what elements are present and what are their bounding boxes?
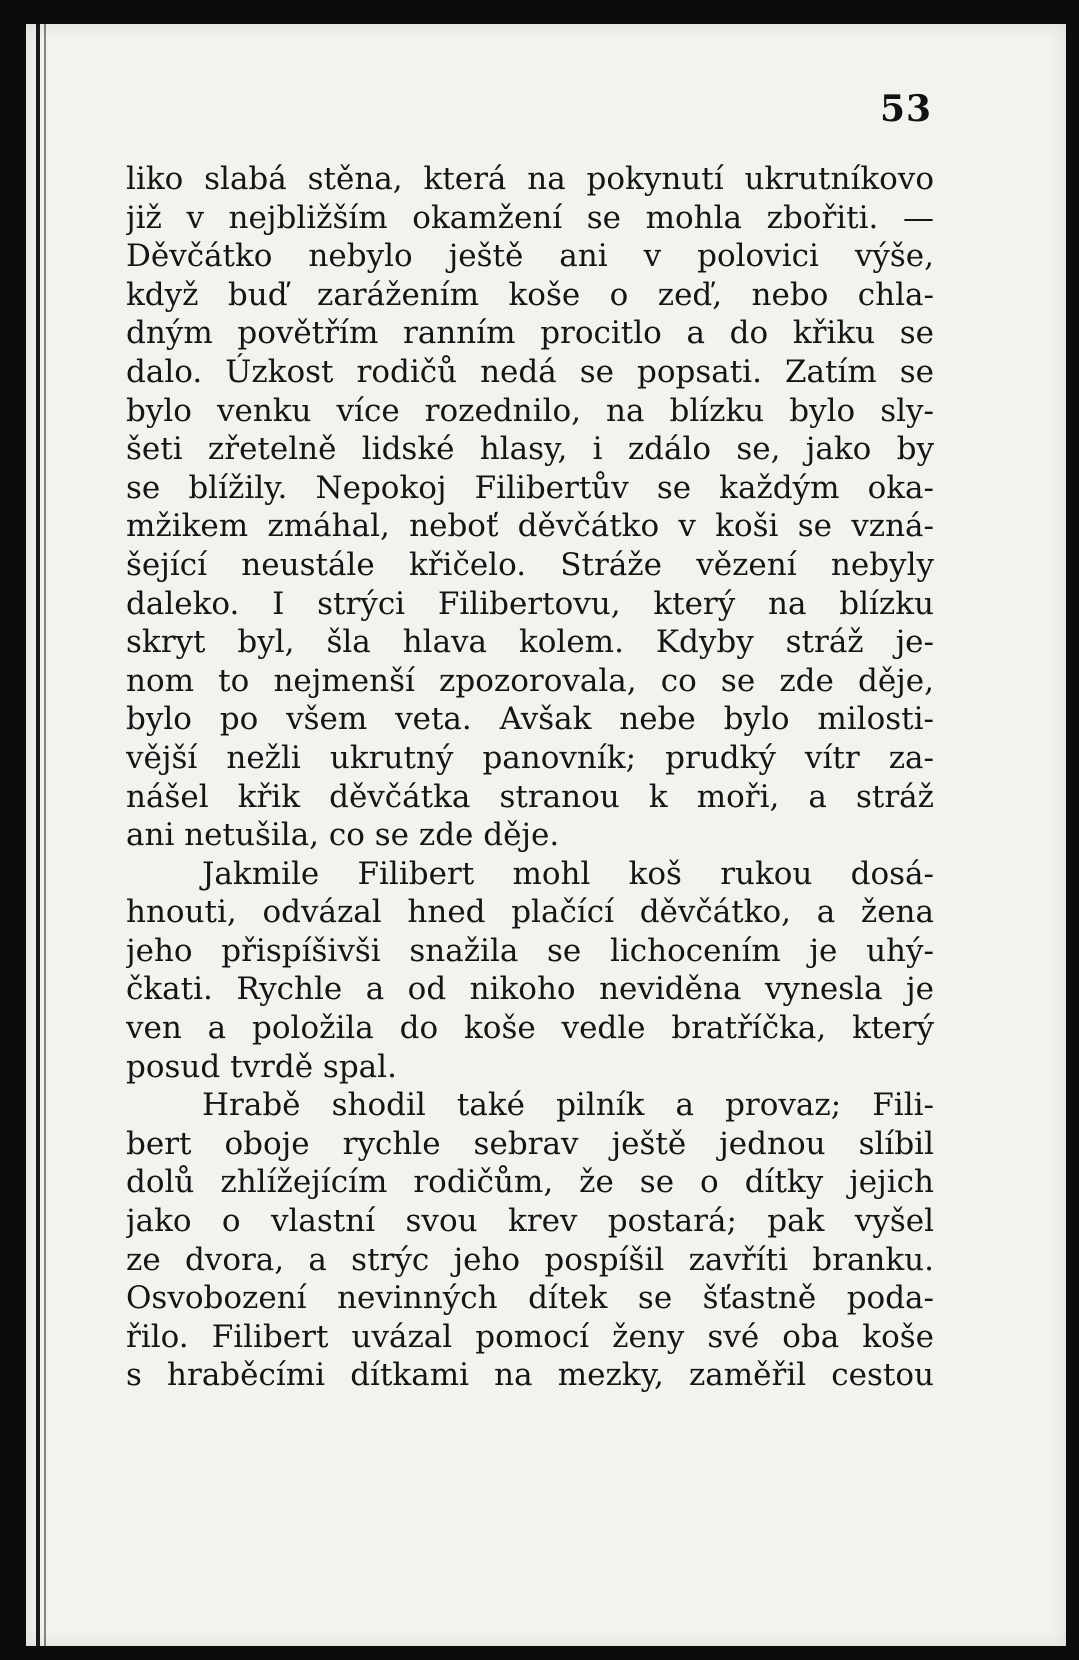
text-line: ze dvora, a strýc jeho pospíšil zavříti branku. [126, 1241, 934, 1278]
text-line: hnouti, odvázal hned plačící děvčátko, a žena [126, 894, 934, 931]
text-line: bylo venku více rozednilo, na blízku bylo sly- [126, 392, 934, 429]
text-line: Děvčátko nebylo ještě ani v polovici výše, [126, 238, 934, 275]
page-binding-edge [36, 24, 40, 1646]
text-line: bylo po všem veta. Avšak nebe bylo milosti- [126, 701, 934, 738]
text-line: ani netušila, co se zde děje. [126, 817, 560, 854]
text-line: skryt byl, šla hlava kolem. Kdyby stráž je- [126, 624, 934, 661]
text-line: Osvobození nevinných dítek se šťastně poda- [126, 1280, 934, 1317]
text-line: ven a položila do koše vedle bratříčka, který [126, 1010, 934, 1047]
text-line: dným povětřím ranním procitlo a do křiku se [126, 315, 934, 352]
page-binding-shadow [44, 24, 46, 1646]
text-line: dalo. Úzkost rodičů nedá se popsati. Zatím se [126, 353, 934, 390]
text-line: nom to nejmenší zpozorovala, co se zde děje, [126, 662, 934, 699]
text-line: daleko. I strýci Filibertovu, který na blízku [126, 585, 934, 622]
text-line: nášel křik děvčátka stranou k moři, a stráž [126, 778, 934, 815]
text-line: jeho přispíšivši snažila se lichocením je uhý- [126, 932, 934, 969]
text-line: jako o vlastní svou krev postará; pak vyšel [126, 1203, 934, 1240]
text-line: posud tvrdě spal. [126, 1048, 397, 1085]
text-line: když buď zarážením koše o zeď, nebo chla- [126, 276, 934, 313]
text-line: se blížily. Nepokoj Filibertův se každým oka- [126, 469, 934, 506]
text-line: Hrabě shodil také pilník a provaz; Fili- [202, 1087, 934, 1124]
text-line: Jakmile Filibert mohl koš rukou dosá- [202, 855, 934, 892]
text-line: šeti zřetelně lidské hlasy, i zdálo se, jako by [126, 431, 934, 468]
text-line: šející neustále křičelo. Stráže vězení nebyly [126, 546, 934, 583]
text-line: bert oboje rychle sebrav ještě jednou slíbil [126, 1125, 934, 1162]
text-line: s hraběcími dítkami na mezky, zaměřil cestou [126, 1357, 934, 1394]
text-line: čkati. Rychle a od nikoho neviděna vynesla je [126, 971, 934, 1008]
text-line: liko slabá stěna, která na pokynutí ukrutníkovo [126, 161, 934, 197]
text-line: řilo. Filibert uvázal pomocí ženy své oba koše [126, 1318, 934, 1355]
text-line: vější nežli ukrutný panovník; prudký vítr za- [126, 739, 934, 776]
text-line: dolů zhlížejícím rodičům, že se o dítky jejich [126, 1164, 934, 1201]
text-line: již v nejbližším okamžení se mohla zbořiti. — [126, 199, 934, 236]
body-text [126, 160, 934, 1395]
text-line: mžikem zmáhal, neboť děvčátko v koši se vzná- [126, 508, 934, 545]
page-number: 53 [880, 88, 933, 130]
